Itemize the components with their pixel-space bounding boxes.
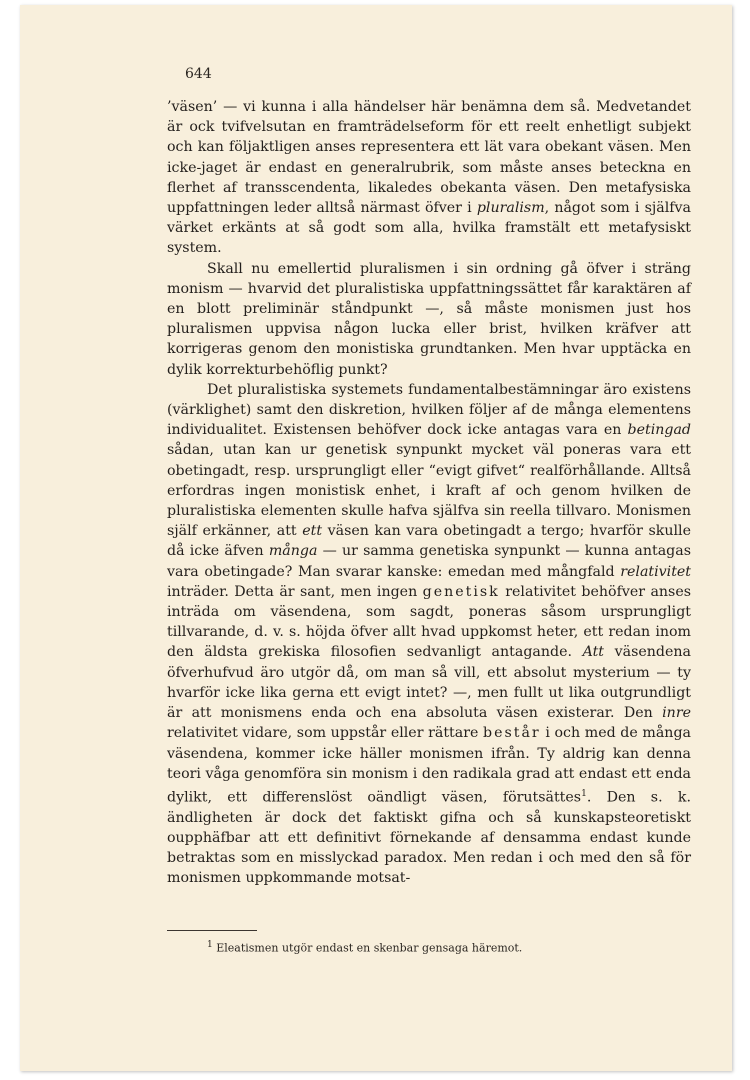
text-run: relativitet vidare, som uppstår eller rättare [167, 725, 484, 742]
emphasis-run: genetisk [422, 583, 500, 600]
emphasis-run: betingad [627, 422, 691, 439]
text-run: i och med de många väsendena, kommer icke häller monismen ifrån. Ty aldrig kan denna teori våga genomföra sin monism i den radikala grad att endast ett enda dylikt, ett differenslöst oändligt väsen, förutsättes [167, 725, 691, 806]
footnote [207, 940, 522, 955]
text-run: Det pluralistiska systemets fundamentalbestämningar äro existens (värklighet) samt den diskretion, hvilken följer af de många elementens individualitet. Existensen behöfver dock icke antagas vara en [167, 381, 691, 439]
emphasis-run: består [483, 725, 541, 742]
text-run: relativitet behöfver anses inträda om väsendena, som sagdt, poneras såsom ursprungligt tillvarande, d. v. s. höjda öfver allt hvad uppkomst heter, ett redan inom den äldsta grekiska filosofien sedvanligt antagande. [167, 583, 692, 661]
body-text [167, 97, 691, 889]
paragraph-2 [167, 259, 691, 380]
text-run: väsen kan vara obetingadt a tergo; hvarför skulle då icke äfven [167, 523, 691, 560]
text-run: inträder. Detta är sant, men ingen [167, 583, 423, 600]
text-run: , något som i själfva värket erkänts at så godt som alla, hvilka framstält ett metafysiskt system. [167, 200, 691, 257]
paragraph-3 [167, 380, 691, 889]
text-run: . Den s. k. ändligheten är dock det faktiskt gifna och så kunskapsteoretiskt oupphäfbar att ett definitivt förnekande af densamma endast kunde betraktas som en misslyckad paradox. Men redan i och med den så för monismen uppkommande motsat- [167, 789, 691, 887]
emphasis-run: pluralism [476, 200, 545, 217]
footnote-ref: 1 [581, 788, 587, 799]
page-number: 644 [185, 66, 212, 82]
emphasis-run: Att [582, 644, 605, 661]
text-run: ’väsen’ — vi kunna i alla händelser här benämna dem så. Medvetandet är ock tvifvelsutan en framträdelseform för ett reelt enhetligt subjekt och kan följaktligen anses representera ett lät vara obekant väsen. Men icke-jaget är endast en generalrubrik, som måste anses beteckna en flerhet af transscendenta, likaledes obekanta väsen. Den metafysiska uppfattningen leder alltså närmast öfver i [167, 99, 691, 217]
emphasis-run: ett [302, 523, 323, 540]
text-run: Skall nu emellertid pluralismen i sin ordning gå öfver i sträng monism — hvarvid det pluralistiska uppfattningssättet får karaktären af en blott preliminär ståndpunkt —, så måste monismen just hos pluralismen uppvisa någon lucka eller brist, hvilken kräfver att korrigeras genom den monistiska grundtanken. Men hvar upptäcka en dylik korrekturbehöflig punkt? [167, 260, 691, 378]
text-run: väsendena öfverhufvud äro utgör då, om man så vill, ett absolut mysterium — ty hvarför icke lika gerna ett evigt intet? —, men fullt ut lika outgrundligt är att monismens enda och ena absoluta väsen existerar. Den [167, 644, 691, 722]
text-run: — ur samma genetiska synpunkt — kunna antagas vara obetingade? Man svarar kanske: emedan med mångfald [167, 543, 691, 580]
emphasis-run: relativitet [620, 563, 691, 580]
text-run: sådan, utan kan ur genetisk synpunkt mycket väl poneras vara ett obetingadt, resp. ursprungligt eller “evigt gifvet“ realförhållande. Alltså erfordras ingen monistisk enhet, i kraft af och genom hvilken de pluralistiska elementen skulle hafva själfva sin reella tillvaro. Monismen själf erkänner, att [167, 442, 691, 540]
footnote-text: Eleatismen utgör endast en skenbar gensaga häremot. [216, 941, 523, 955]
emphasis-run: inre [662, 705, 691, 722]
paragraph-1 [167, 97, 691, 259]
page-sheet [20, 5, 732, 1071]
footnote-rule [167, 930, 257, 931]
footnote-mark: 1 [207, 940, 213, 950]
emphasis-run: många [268, 543, 318, 560]
